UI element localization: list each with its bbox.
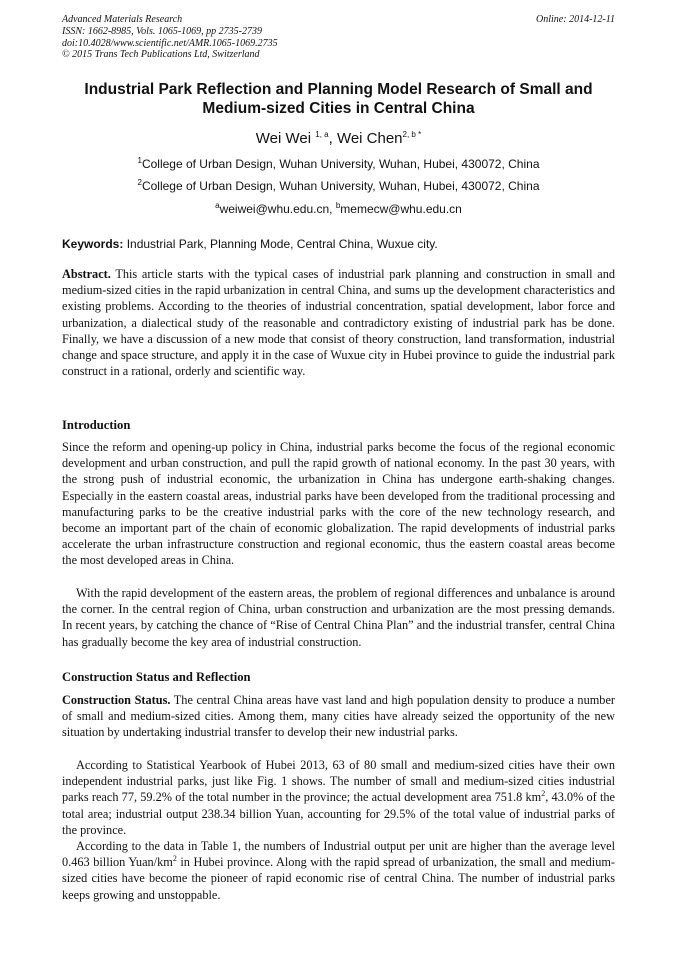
affiliation-2 [62, 179, 615, 193]
affiliation-superscript: 2 [137, 178, 142, 187]
author-superscript: 1, a [315, 130, 329, 139]
introduction-paragraph-2: With the rapid development of the eastern areas, the problem of regional differences and unbalance is around the corner. In the central region of China, urban construction and urbanization are the most pressing demands. In recent years, by catching the chance of “Rise of Central China Plan” and the industrial transfer, central China has gradually become the key area of industrial construction. [62, 586, 615, 649]
construction-paragraph-2 [62, 757, 615, 838]
affiliation-text: College of Urban Design, Wuhan University, Wuhan, Hubei, 430072, China [141, 157, 540, 171]
author-emails [62, 202, 615, 216]
paragraph-text: in Hubei province. Along with the rapid spread of urbanization, the small and medium-sized cities have become the pioneer of rapid economic rise of central China. The number of industrial parks keeps growing and unstoppable. [62, 855, 615, 902]
paper-title: Industrial Park Reflection and Planning Model Research of Small and Medium-sized Cities in Central China [84, 81, 593, 117]
keywords [62, 237, 615, 251]
issn-line: ISSN: 1662-8985, Vols. 1065-1069, pp 2735-2739 [62, 25, 262, 37]
affiliation-text: College of Urban Design, Wuhan University, Wuhan, Hubei, 430072, China [141, 179, 540, 193]
section-heading-construction: Construction Status and Reflection [62, 670, 251, 684]
construction-paragraph-3 [62, 838, 615, 903]
keywords-text: Industrial Park, Planning Mode, Central China, Wuxue city. [123, 237, 438, 251]
email-link[interactable]: weiwei@whu.edu.cn, [219, 202, 336, 216]
construction-paragraph-1 [62, 692, 615, 741]
abstract-text: This article starts with the typical cases of industrial park planning and construction in small and medium-sized cities in the rapid urbanization in central China, and sums up the development characteristics and existing problems. According to the theories of industrial concentration, spatial development, labor force and urbanization, a dialectical study of the reasonable and contradictory existing of industrial park has be done. Finally, we have a discussion of a new mode that consist of theory construction, land transformation, industrial change and space structure, and apply it in the case of Wuxue city in Hubei province to guide the industrial park construct in a rational, orderly and scientific way. [62, 267, 615, 379]
author-line [62, 130, 615, 147]
paragraph-text: According to Statistical Yearbook of Hubei 2013, 63 of 80 small and medium-sized cities have their own independent industrial parks, just like Fig. 1 shows. The number of small and medium-sized cities industrial parks reach 77, 59.2% of the total number in the province; the actual development area 751.8 km [62, 758, 615, 805]
section-heading-introduction: Introduction [62, 418, 131, 432]
email-link[interactable]: memecw@whu.edu.cn [340, 202, 462, 216]
affiliation-1 [62, 157, 615, 171]
introduction-paragraph-1: Since the reform and opening-up policy in China, industrial parks become the focus of the regional economic development and urban construction, and pull the rapid growth of national economy. In the past 30 years, with the strong push of industrial economic, the urbanization in China has undergone earth-shaking changes. Especially in the eastern coastal areas, industrial parks have been developed from the traditional processing and manufacturing parks to be the creative industrial parks with the core of the new technology research, and become an important part of the chain of economic globalization. The rapid developments of industrial parks accelerate the urban infrastructure construction and regional economic, thus the eastern coastal areas become the most developed areas in China. [62, 440, 615, 568]
journal-name: Advanced Materials Research [62, 14, 183, 25]
paragraph-text: According to the data in Table 1, the numbers of Industrial output per unit are higher than the average level 0.463 billion Yuan/km [62, 839, 615, 870]
construction-status-label: Construction Status. [62, 693, 171, 707]
paragraph-text: , 43.0% of the total area; industrial output 238.34 billion Yuan, accounting for 29.5% of the total value of industrial parks of the province. [62, 790, 616, 837]
unit-superscript: 2 [172, 854, 177, 864]
author-name: Wei Wei [255, 130, 316, 147]
journal-header [62, 14, 278, 61]
abstract [62, 266, 615, 379]
email-superscript: a [215, 201, 220, 210]
online-date: Online: 2014-12-11 [536, 14, 615, 25]
author-name: Wei Chen [336, 130, 403, 147]
construction-status-text: The central China areas have vast land and high population density to produce a number of small and medium-sized cities. Among them, many cities have already seized the opportunity of the new situation by undertaking industrial transfer to develop their new industrial parks. [62, 693, 615, 740]
email-superscript: b [335, 201, 341, 210]
author-superscript: 2, b * [402, 130, 422, 139]
unit-superscript: 2 [541, 789, 546, 799]
author-separator: , [328, 130, 337, 147]
copyright-line: © 2015 Trans Tech Publications Ltd, Switzerland [62, 49, 260, 61]
keywords-label: Keywords: [62, 237, 124, 251]
abstract-label: Abstract. [62, 267, 111, 281]
affiliation-superscript: 1 [137, 156, 142, 165]
doi-line: doi:10.4028/www.scientific.net/AMR.1065-1069.2735 [62, 37, 278, 49]
